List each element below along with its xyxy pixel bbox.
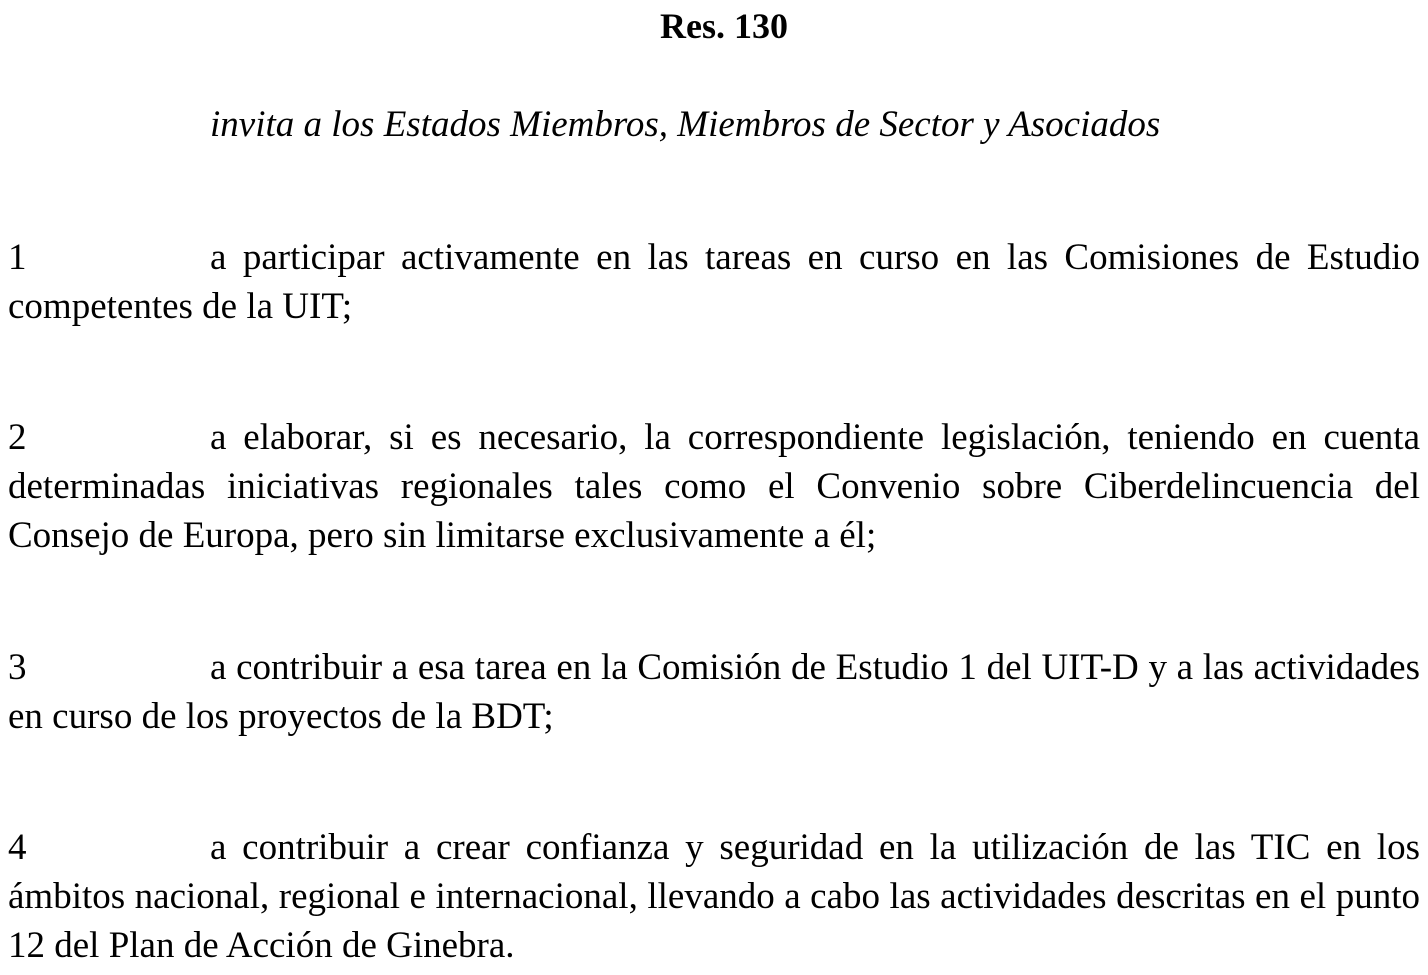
paragraph-text: a participar activamente en las tareas en curso en las Comisiones de Estudio competentes de la UIT; [8, 237, 1420, 327]
paragraph-number: 3 [8, 647, 27, 688]
paragraph-text: a contribuir a esa tarea en la Comisión de Estudio 1 del UIT-D y a las actividades en curso de los proyectos de la BDT; [8, 647, 1420, 737]
paragraph-3 [8, 643, 1420, 741]
paragraph-number: 4 [8, 827, 27, 868]
paragraph-4 [8, 823, 1420, 970]
document-page [8, 0, 1420, 975]
paragraph-text: a elaborar, si es necesario, la correspondiente legislación, teniendo en cuenta determinadas iniciativas regionales tales como el Convenio sobre Ciberdelincuencia del Consejo de Europa, pero sin limitarse exclusivamente a él; [8, 417, 1420, 556]
paragraph-number: 2 [8, 417, 27, 458]
intro-clause: invita a los Estados Miembros, Miembros de Sector y Asociados [210, 104, 1161, 145]
paragraph-text: a contribuir a crear confianza y seguridad en la utilización de las TIC en los ámbitos nacional, regional e internacional, llevando a cabo las actividades descritas en el punto 12 del Plan de Acción de Ginebra. [8, 827, 1420, 966]
paragraph-1 [8, 233, 1420, 331]
page-title: Res. 130 [660, 6, 788, 46]
paragraph-2 [8, 413, 1420, 560]
paragraph-number: 1 [8, 237, 27, 278]
